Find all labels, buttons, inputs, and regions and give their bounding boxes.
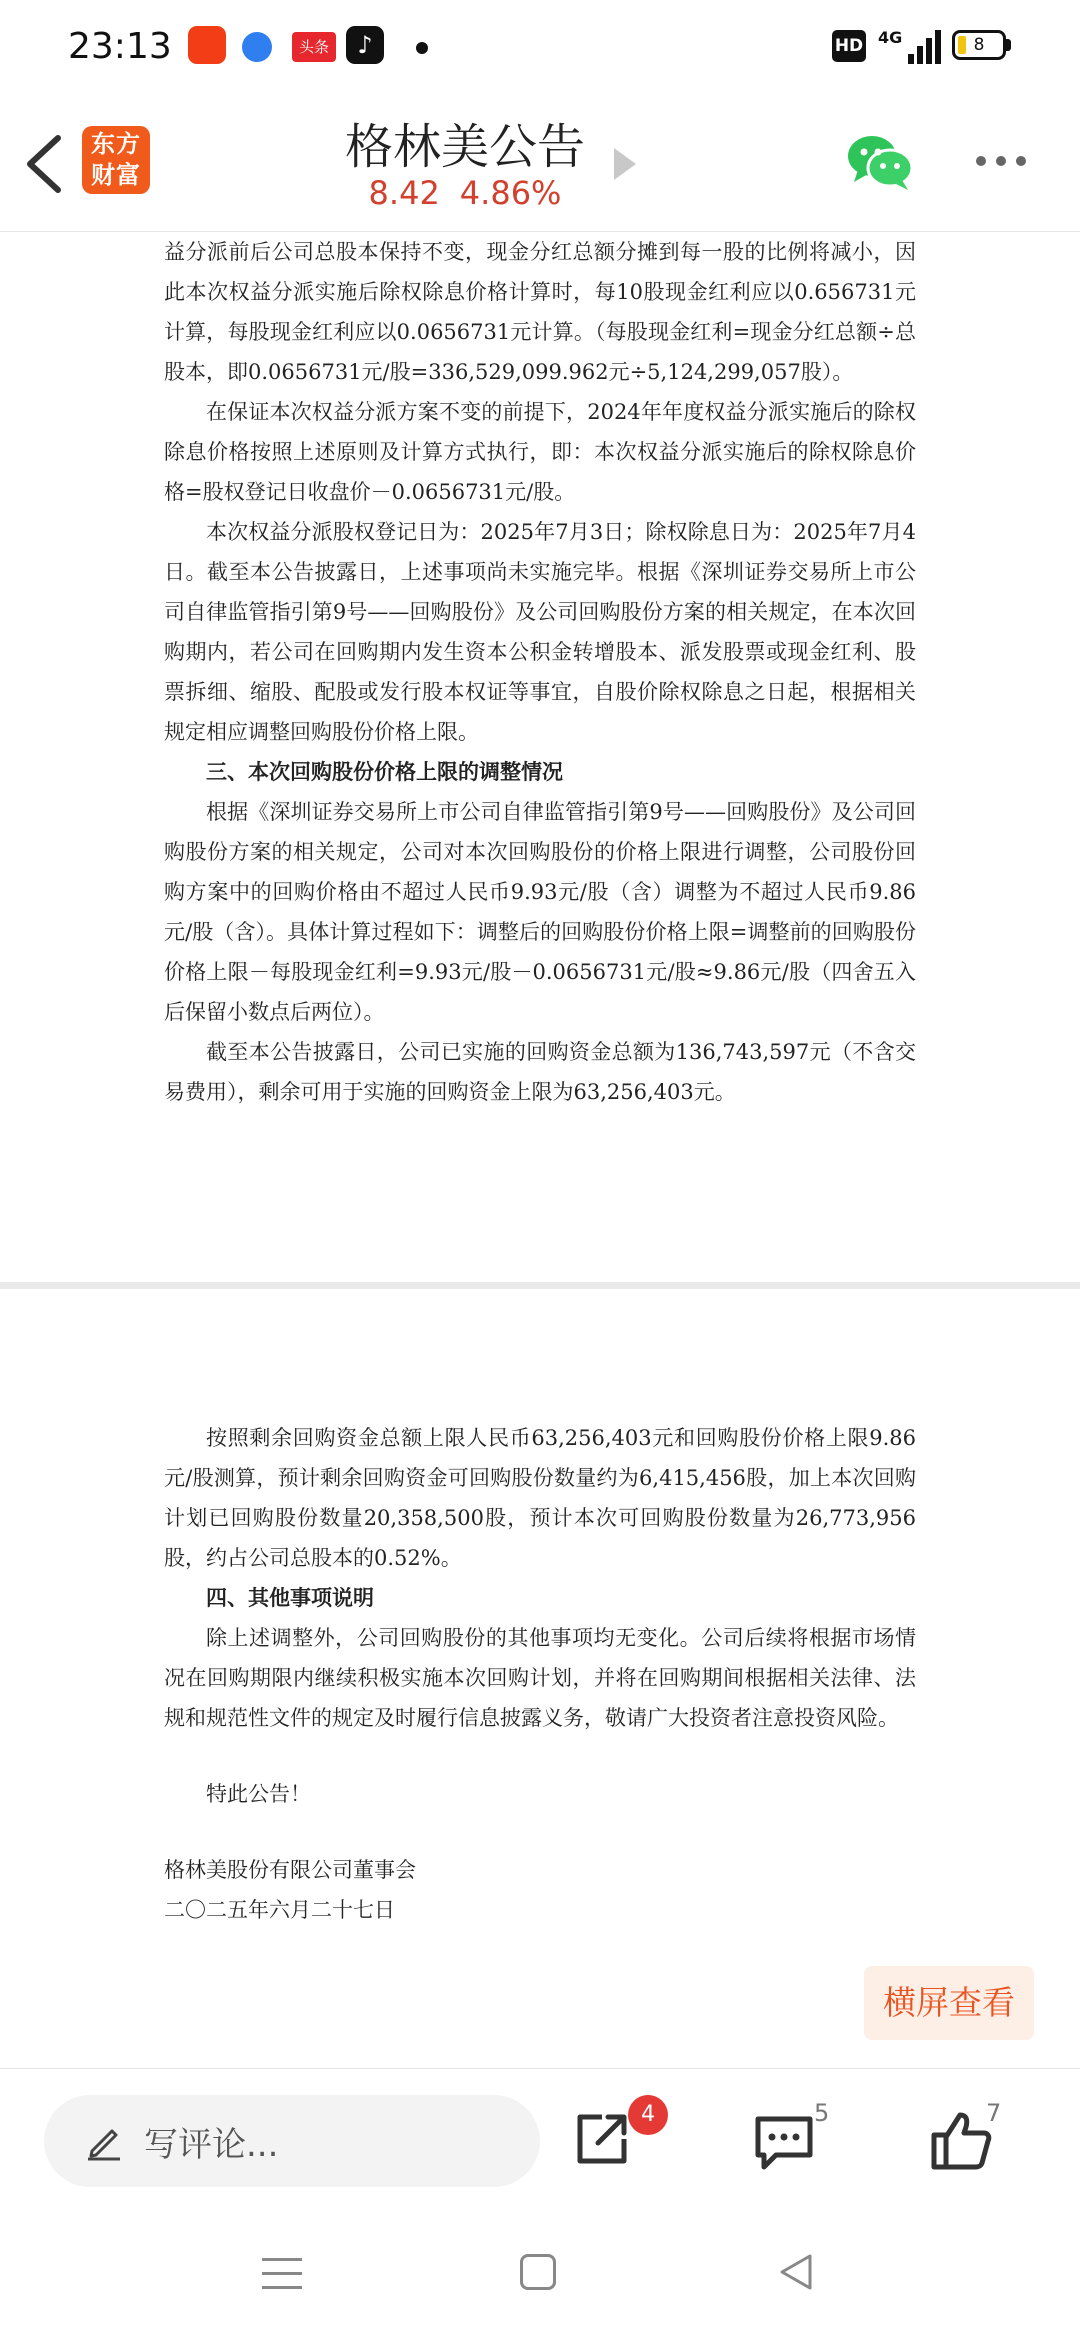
like-count: 7	[986, 2099, 1002, 2127]
signature-line: 二〇二五年六月二十七日	[164, 1898, 395, 1922]
message-icon	[752, 2113, 816, 2171]
share-badge: 4	[628, 2095, 668, 2135]
stock-quote	[300, 174, 630, 212]
announcement-page-1	[164, 232, 916, 1112]
back-nav-button[interactable]	[776, 2252, 816, 2292]
chevron-left-icon	[18, 130, 72, 198]
bottom-action-bar	[0, 2068, 1080, 2208]
hd-icon: HD	[832, 30, 866, 62]
stock-price: 8.42	[368, 174, 440, 212]
paragraph: 按照剩余回购资金总额上限人民币63,256,403元和回购股份价格上限9.86元/股测算，预计剩余回购资金可回购股份数量约为6,415,456股，加上本次回购计划已回购股份数量20,358,500股，预计本次可回购股份数量为26,773,956股，约占公司总股本的0.52%。	[164, 1426, 916, 1570]
comment-input[interactable]	[44, 2095, 540, 2187]
pen-icon	[84, 2121, 124, 2161]
paragraph: 在保证本次权益分派方案不变的前提下，2024年年度权益分派实施后的除权除息价格按照上述原则及计算方式执行，即：本次权益分派实施后的除权除息价格=股权登记日收盘价－0.0656731元/股。	[164, 400, 916, 504]
paragraph: 截至本公告披露日，公司已实施的回购资金总额为136,743,597元（不含交易费用），剩余可用于实施的回购资金上限为63,256,403元。	[164, 1040, 916, 1104]
paragraph: 除上述调整外，公司回购股份的其他事项均无变化。公司后续将根据市场情况在回购期限内继续积极实施本次回购计划，并将在回购期间根据相关法律、法规和规范性文件的规定及时履行信息披露义务，敬请广大投资者注意投资风险。	[164, 1626, 916, 1730]
taobao-icon	[188, 26, 226, 64]
paragraph: 本次权益分派股权登记日为：2025年7月3日；除权除息日为：2025年7月4日。截至本公告披露日，上述事项尚未实施完毕。根据《深圳证券交易所上市公司自律监管指引第9号——回购股份》及公司回购股份方案的相关规定，在本次回购期内，若公司在回购期内发生资本公积金转增股本、派发股票或现金红利、股票拆细、缩股、配股或发行股本权证等事宜，自股价除权除息之日起，根据相关规定相应调整回购股份价格上限。	[164, 520, 916, 744]
signal-icon	[900, 30, 940, 64]
system-nav-bar	[0, 2208, 1080, 2340]
paragraph: 特此公告！	[206, 1782, 311, 1806]
landscape-view-button[interactable]: 横屏查看	[864, 1966, 1034, 2040]
header	[0, 96, 1080, 232]
section-heading: 四、其他事项说明	[206, 1586, 374, 1610]
toutiao-icon: 头条	[292, 32, 336, 62]
home-button[interactable]	[520, 2254, 556, 2290]
announcement-page-2	[164, 1418, 916, 1930]
battery-level: 8	[973, 35, 985, 55]
clock-time: 23:13	[68, 26, 172, 67]
logo-line1: 东方	[91, 130, 141, 158]
logo-line2: 财富	[91, 161, 141, 189]
wechat-share-button[interactable]	[846, 132, 914, 192]
comments-count: 5	[814, 2099, 830, 2127]
signature-line: 格林美股份有限公司董事会	[164, 1858, 416, 1882]
app-logo	[82, 126, 150, 194]
share-button[interactable]	[572, 2109, 632, 2169]
more-notifications-dot	[416, 42, 428, 54]
paragraph: 益分派前后公司总股本保持不变，现金分红总额分摊到每一股的比例将减小，因此本次权益分派实施后除权除息价格计算时，每10股现金红利应以0.656731元计算，每股现金红利应以0.0656731元计算。（每股现金红利=现金分红总额÷总股本，即0.0656731元/股=336,529,099.962元÷5,124,299,057股）。	[164, 240, 916, 384]
recent-apps-button[interactable]	[262, 2258, 302, 2290]
paragraph-spacer	[164, 1814, 916, 1850]
status-bar	[0, 0, 1080, 96]
page-divider	[0, 1282, 1080, 1289]
comments-button[interactable]	[752, 2113, 816, 2171]
page-title[interactable]: 格林美公告	[344, 119, 585, 175]
back-button[interactable]	[18, 130, 72, 198]
play-right-icon[interactable]	[614, 148, 636, 180]
share-icon	[572, 2109, 632, 2169]
network-type: 4G	[878, 28, 903, 47]
comment-placeholder: 写评论...	[144, 2125, 279, 2165]
wechat-icon	[846, 132, 914, 192]
stock-change: 4.86%	[459, 174, 562, 212]
tiktok-icon: ♪	[346, 26, 384, 64]
battery-icon	[952, 30, 1006, 60]
paragraph-spacer	[164, 1738, 916, 1774]
more-options-button[interactable]	[972, 152, 1032, 172]
thumbs-up-icon	[930, 2109, 994, 2171]
browser-icon	[242, 32, 272, 62]
triangle-back-icon	[776, 2252, 816, 2292]
paragraph: 根据《深圳证券交易所上市公司自律监管指引第9号——回购股份》及公司回购股份方案的相关规定，公司对本次回购股份的价格上限进行调整，公司股份回购方案中的回购价格由不超过人民币9.93元/股（含）调整为不超过人民币9.86元/股（含）。具体计算过程如下：调整后的回购股份价格上限=调整前的回购股份价格上限－每股现金红利=9.93元/股－0.0656731元/股≈9.86元/股（四舍五入后保留小数点后两位）。	[164, 800, 916, 1024]
like-button[interactable]	[930, 2109, 994, 2171]
section-heading: 三、本次回购股份价格上限的调整情况	[206, 760, 563, 784]
